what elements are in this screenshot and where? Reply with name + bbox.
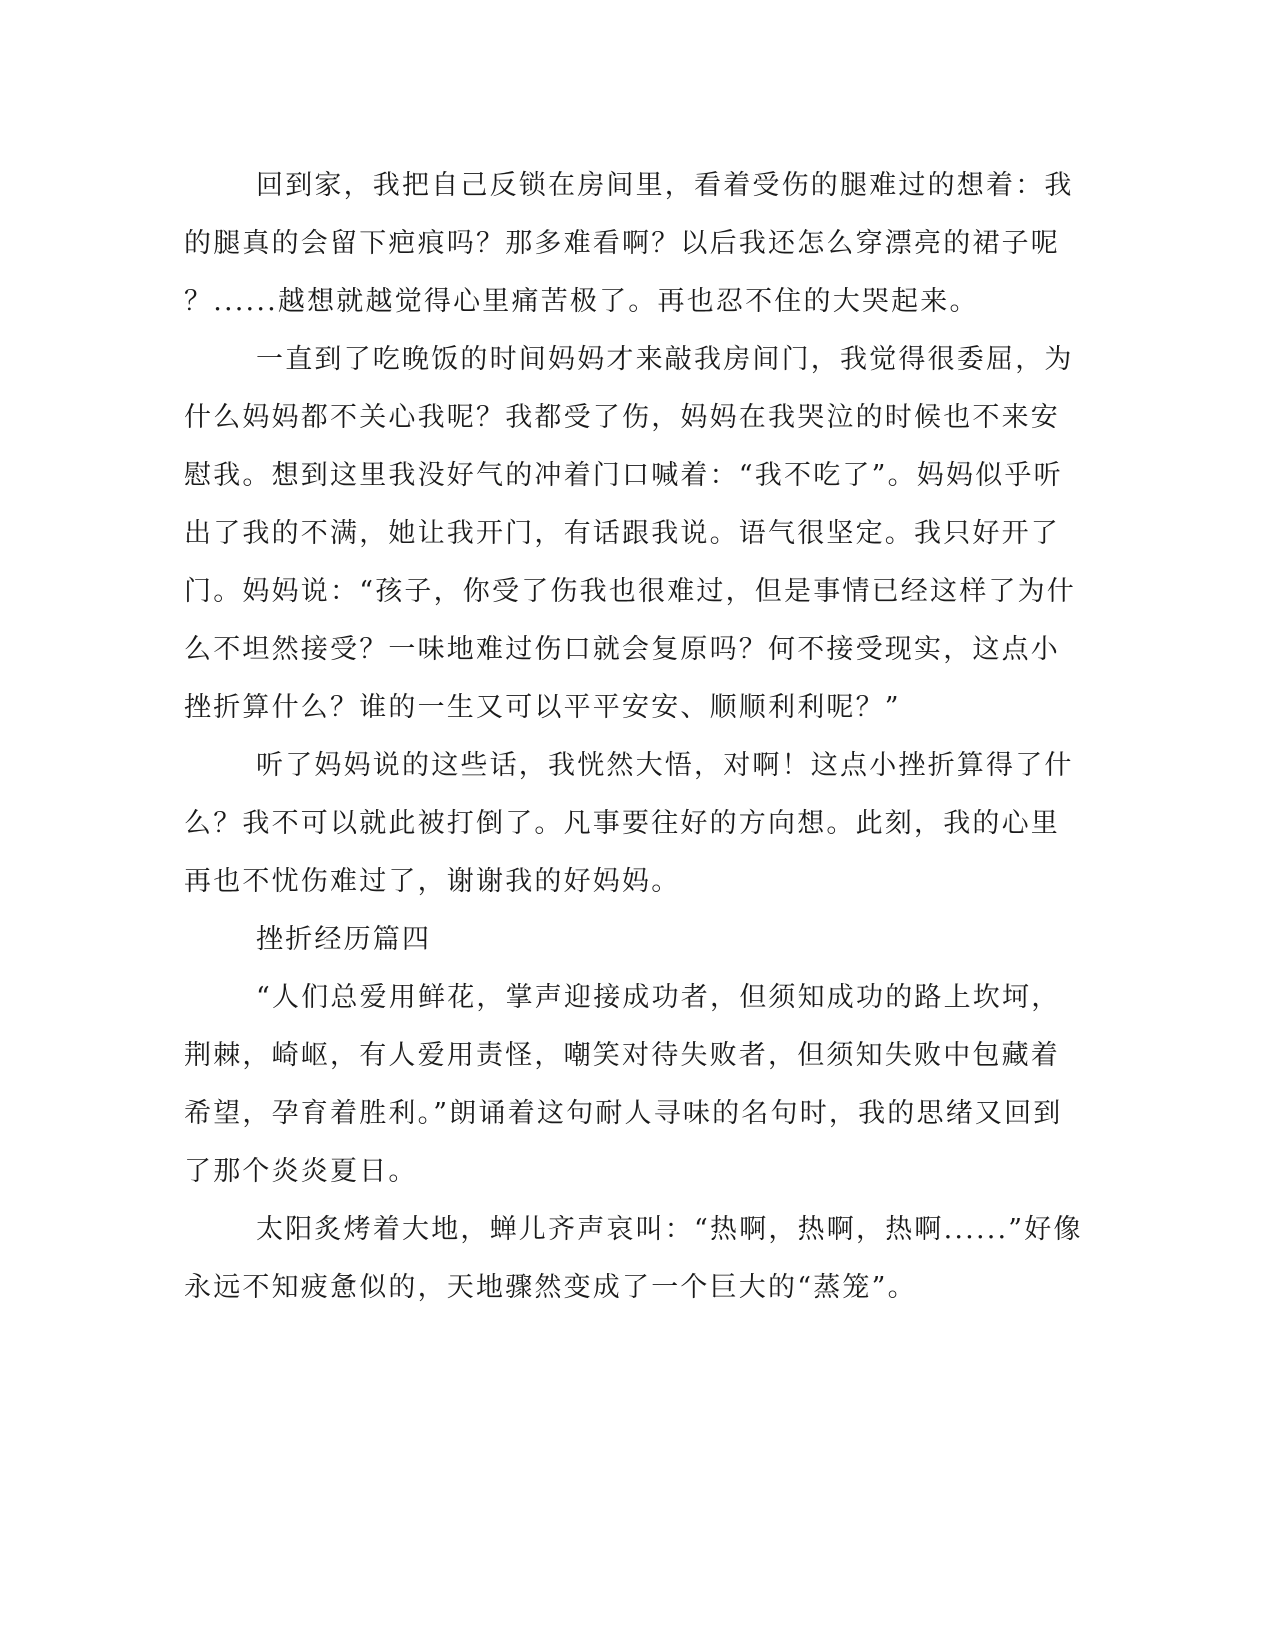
text-line: 么？我不可以就此被打倒了。凡事要往好的方向想。此刻，我的心里	[184, 808, 1060, 839]
text-line: 听了妈妈说的这些话，我恍然大悟，对啊！这点小挫折算得了什	[256, 750, 1074, 781]
text-line: 永远不知疲惫似的，天地骤然变成了一个巨大的“蒸笼”。	[184, 1272, 917, 1303]
text-line: 出了我的不满，她让我开门，有话跟我说。语气很坚定。我只好开了	[184, 518, 1060, 549]
text-line: 挫折算什么？谁的一生又可以平平安安、顺顺利利呢？”	[184, 692, 901, 723]
text-line: 门。妈妈说：“孩子，你受了伤我也很难过，但是事情已经这样了为什	[184, 576, 1077, 607]
document-body	[184, 157, 1083, 1317]
text-line: 的腿真的会留下疤痕吗？那多难看啊？以后我还怎么穿漂亮的裙子呢	[184, 228, 1060, 259]
text-line: ？......越想就越觉得心里痛苦极了。再也忍不住的大哭起来。	[184, 286, 979, 317]
text-line: 么不坦然接受？一味地难过伤口就会复原吗？何不接受现实，这点小	[184, 634, 1060, 665]
section-heading: 挫折经历篇四	[256, 924, 432, 955]
text-line: 再也不忧伤难过了，谢谢我的好妈妈。	[184, 866, 681, 897]
text-line: 希望，孕育着胜利。”朗诵着这句耐人寻味的名句时，我的思绪又回到	[184, 1098, 1063, 1129]
text-line: 一直到了吃晚饭的时间妈妈才来敲我房间门，我觉得很委屈，为	[256, 344, 1074, 375]
text-line: 太阳炙烤着大地，蝉儿齐声哀叫：“热啊，热啊，热啊......”好像	[256, 1214, 1083, 1245]
text-line: 什么妈妈都不关心我呢？我都受了伤，妈妈在我哭泣的时候也不来安	[184, 402, 1060, 433]
text-line: 了那个炎炎夏日。	[184, 1156, 418, 1187]
text-line: 回到家，我把自己反锁在房间里，看着受伤的腿难过的想着：我	[256, 170, 1074, 201]
text-line: “人们总爱用鲜花，掌声迎接成功者，但须知成功的路上坎坷，	[256, 982, 1061, 1013]
text-line: 荆棘，崎岖，有人爱用责怪，嘲笑对待失败者，但须知失败中包藏着	[184, 1040, 1060, 1071]
text-line: 慰我。想到这里我没好气的冲着门口喊着：“我不吃了”。妈妈似乎听	[184, 460, 1063, 491]
